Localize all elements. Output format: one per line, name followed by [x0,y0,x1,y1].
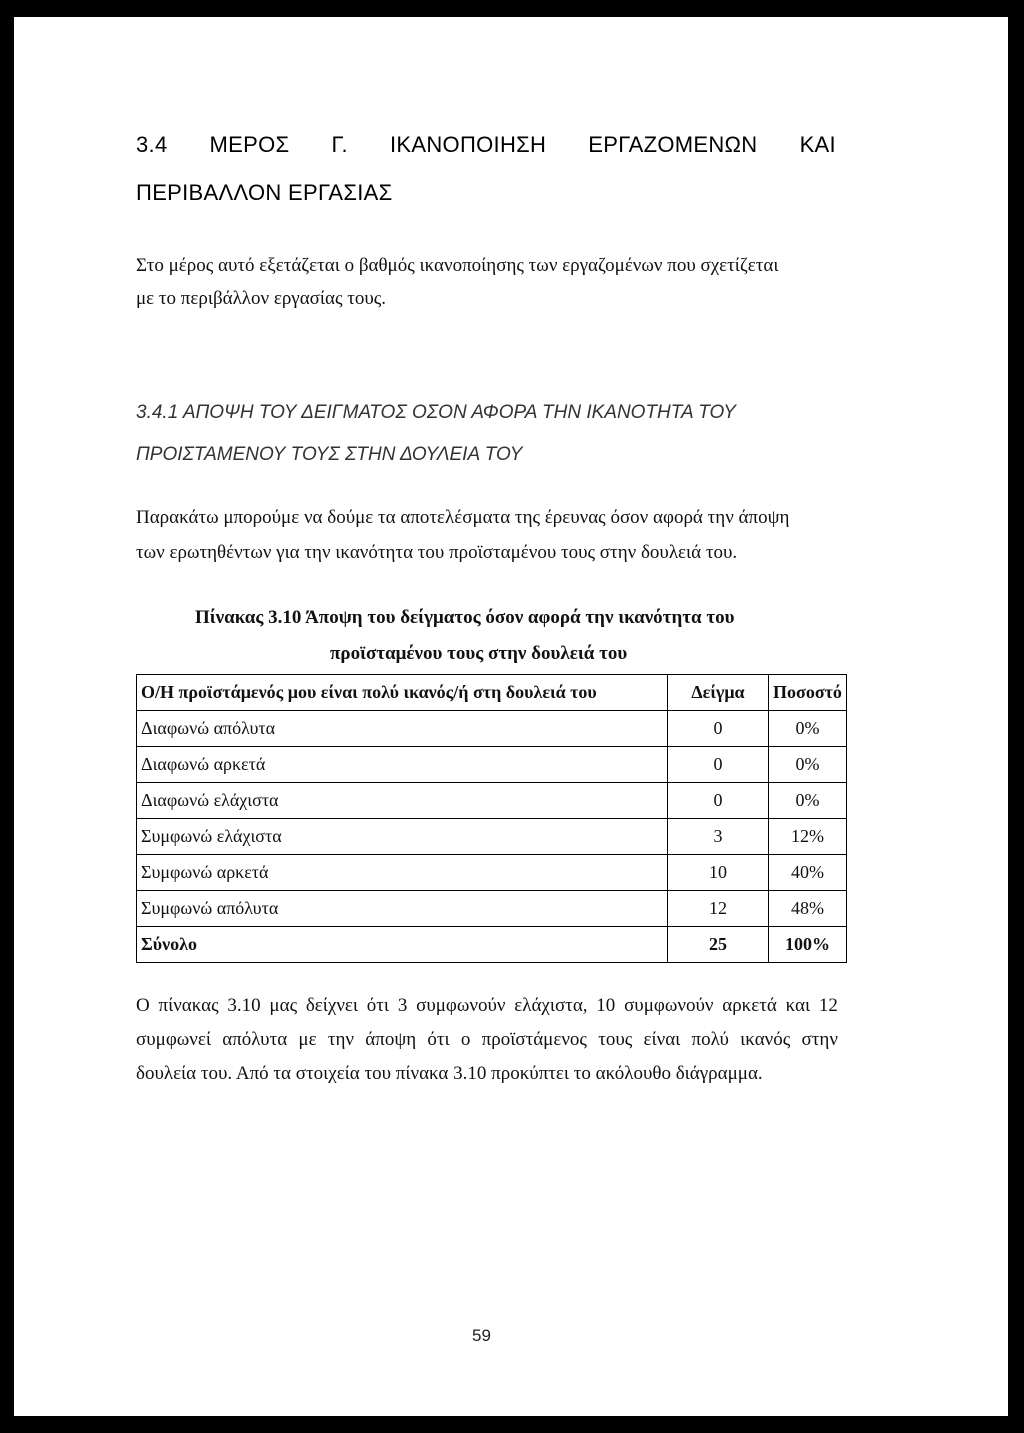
row-sample: 0 [668,711,769,747]
subsection-paragraph-line1: Παρακάτω μπορούμε να δούμε τα αποτελέσματα της έρευνας όσον αφορά την άποψη [136,507,790,528]
row-sample: 0 [668,747,769,783]
row-sample: 0 [668,783,769,819]
table-row [137,819,847,855]
summary-word: ελάχιστα, [514,995,588,1016]
row-answer: Συμφωνώ αρκετά [137,855,668,891]
table-caption-line2: προϊσταμένου τους στην δουλειά του [330,643,628,664]
row-answer: Διαφωνώ απόλυτα [137,711,668,747]
row-percentage: 0% [769,711,847,747]
section-heading-word: 3.4 [136,132,168,157]
total-sample: 25 [668,927,769,963]
summary-word: συμφωνούν [624,995,714,1016]
total-percentage: 100% [769,927,847,963]
section-heading [136,132,836,158]
row-percentage: 48% [769,891,847,927]
summary-word: αρκετά [722,995,777,1016]
summary-word: ότι [366,995,390,1016]
table-total-row [137,927,847,963]
section-intro-line1: Στο μέρος αυτό εξετάζεται ο βαθμός ικανοποίησης των εργαζομένων που σχετίζεται [136,255,779,276]
row-answer: Συμφωνώ ελάχιστα [137,819,668,855]
summary-word: και [785,995,811,1016]
page-number: 59 [472,1326,491,1345]
summary-word: ο [460,1029,471,1050]
summary-word: συμφωνεί [136,1029,211,1050]
row-sample: 10 [668,855,769,891]
table-header-row [137,675,847,711]
row-answer: Διαφωνώ αρκετά [137,747,668,783]
column-header-sample: Δείγμα [668,675,769,711]
summary-word: μας [269,995,298,1016]
summary-line1 [136,995,838,1017]
table-row [137,747,847,783]
document-page [14,17,1008,1416]
summary-word: 10 [596,995,616,1016]
table-caption-line1: Πίνακας 3.10 Άποψη του δείγματος όσον αφορά την ικανότητα του [195,607,735,628]
summary-word: την [327,1029,355,1050]
table-row [137,891,847,927]
subsection-heading-line2: ΠΡΟΙΣΤΑΜΕΝΟΥ ΤΟΥΣ ΣΤΗΝ ΔΟΥΛΕΙΑ ΤΟΥ [136,444,523,465]
table-row [137,783,847,819]
summary-word: δείχνει [305,995,359,1016]
row-percentage: 0% [769,783,847,819]
row-sample: 12 [668,891,769,927]
row-answer: Διαφωνώ ελάχιστα [137,783,668,819]
summary-word: 3 [397,995,408,1016]
summary-line2 [136,1029,838,1051]
section-heading-word: ΜΕΡΟΣ [209,132,290,157]
summary-word: προϊστάμενος [481,1029,587,1050]
summary-word: ότι [427,1029,450,1050]
results-table [136,674,847,963]
row-sample: 3 [668,819,769,855]
section-heading-word: ΚΑΙ [799,132,836,157]
summary-word: είναι [643,1029,681,1050]
summary-word: πολύ [691,1029,729,1050]
column-header-statement: Ο/Η προϊστάμενός μου είναι πολύ ικανός/ή στη δουλειά του [137,675,668,711]
section-heading-word: Γ. [331,132,348,157]
summary-word: στην [801,1029,838,1050]
summary-word: άποψη [365,1029,417,1050]
summary-word: πίνακας [158,995,219,1016]
subsection-heading-line1: 3.4.1 ΑΠΟΨΗ ΤΟΥ ΔΕΙΓΜΑΤΟΣ ΟΣΟΝ ΑΦΟΡΑ ΤΗΝ ΙΚΑΝΟΤΗΤΑ ΤΟΥ [136,402,736,423]
section-heading-word: ΙΚΑΝΟΠΟΙΗΣΗ [389,132,547,157]
column-header-percentage: Ποσοστό [769,675,847,711]
summary-word: 3.10 [227,995,261,1016]
summary-word: συμφωνούν [416,995,506,1016]
table-row [137,711,847,747]
section-heading-word: ΕΡΓΑΖΟΜΕΝΩΝ [588,132,758,157]
summary-word: με [298,1029,317,1050]
section-heading-line2: ΠΕΡΙΒΑΛΛΟΝ ΕΡΓΑΣΙΑΣ [136,180,393,205]
table-row [137,855,847,891]
section-intro-line2: με το περιβάλλον εργασίας τους. [136,288,387,309]
total-label: Σύνολο [137,927,668,963]
summary-word: Ο [136,995,150,1016]
summary-line3: δουλεία του. Από τα στοιχεία του πίνακα 3.10 προκύπτει το ακόλουθο διάγραμμα. [136,1063,763,1084]
summary-word: ικανός [740,1029,791,1050]
row-answer: Συμφωνώ απόλυτα [137,891,668,927]
row-percentage: 12% [769,819,847,855]
summary-word: τους [598,1029,633,1050]
subsection-paragraph-line2: των ερωτηθέντων για την ικανότητα του προϊσταμένου τους στην δουλειά του. [136,542,738,563]
row-percentage: 40% [769,855,847,891]
row-percentage: 0% [769,747,847,783]
summary-word: 12 [818,995,838,1016]
summary-word: απόλυτα [222,1029,288,1050]
